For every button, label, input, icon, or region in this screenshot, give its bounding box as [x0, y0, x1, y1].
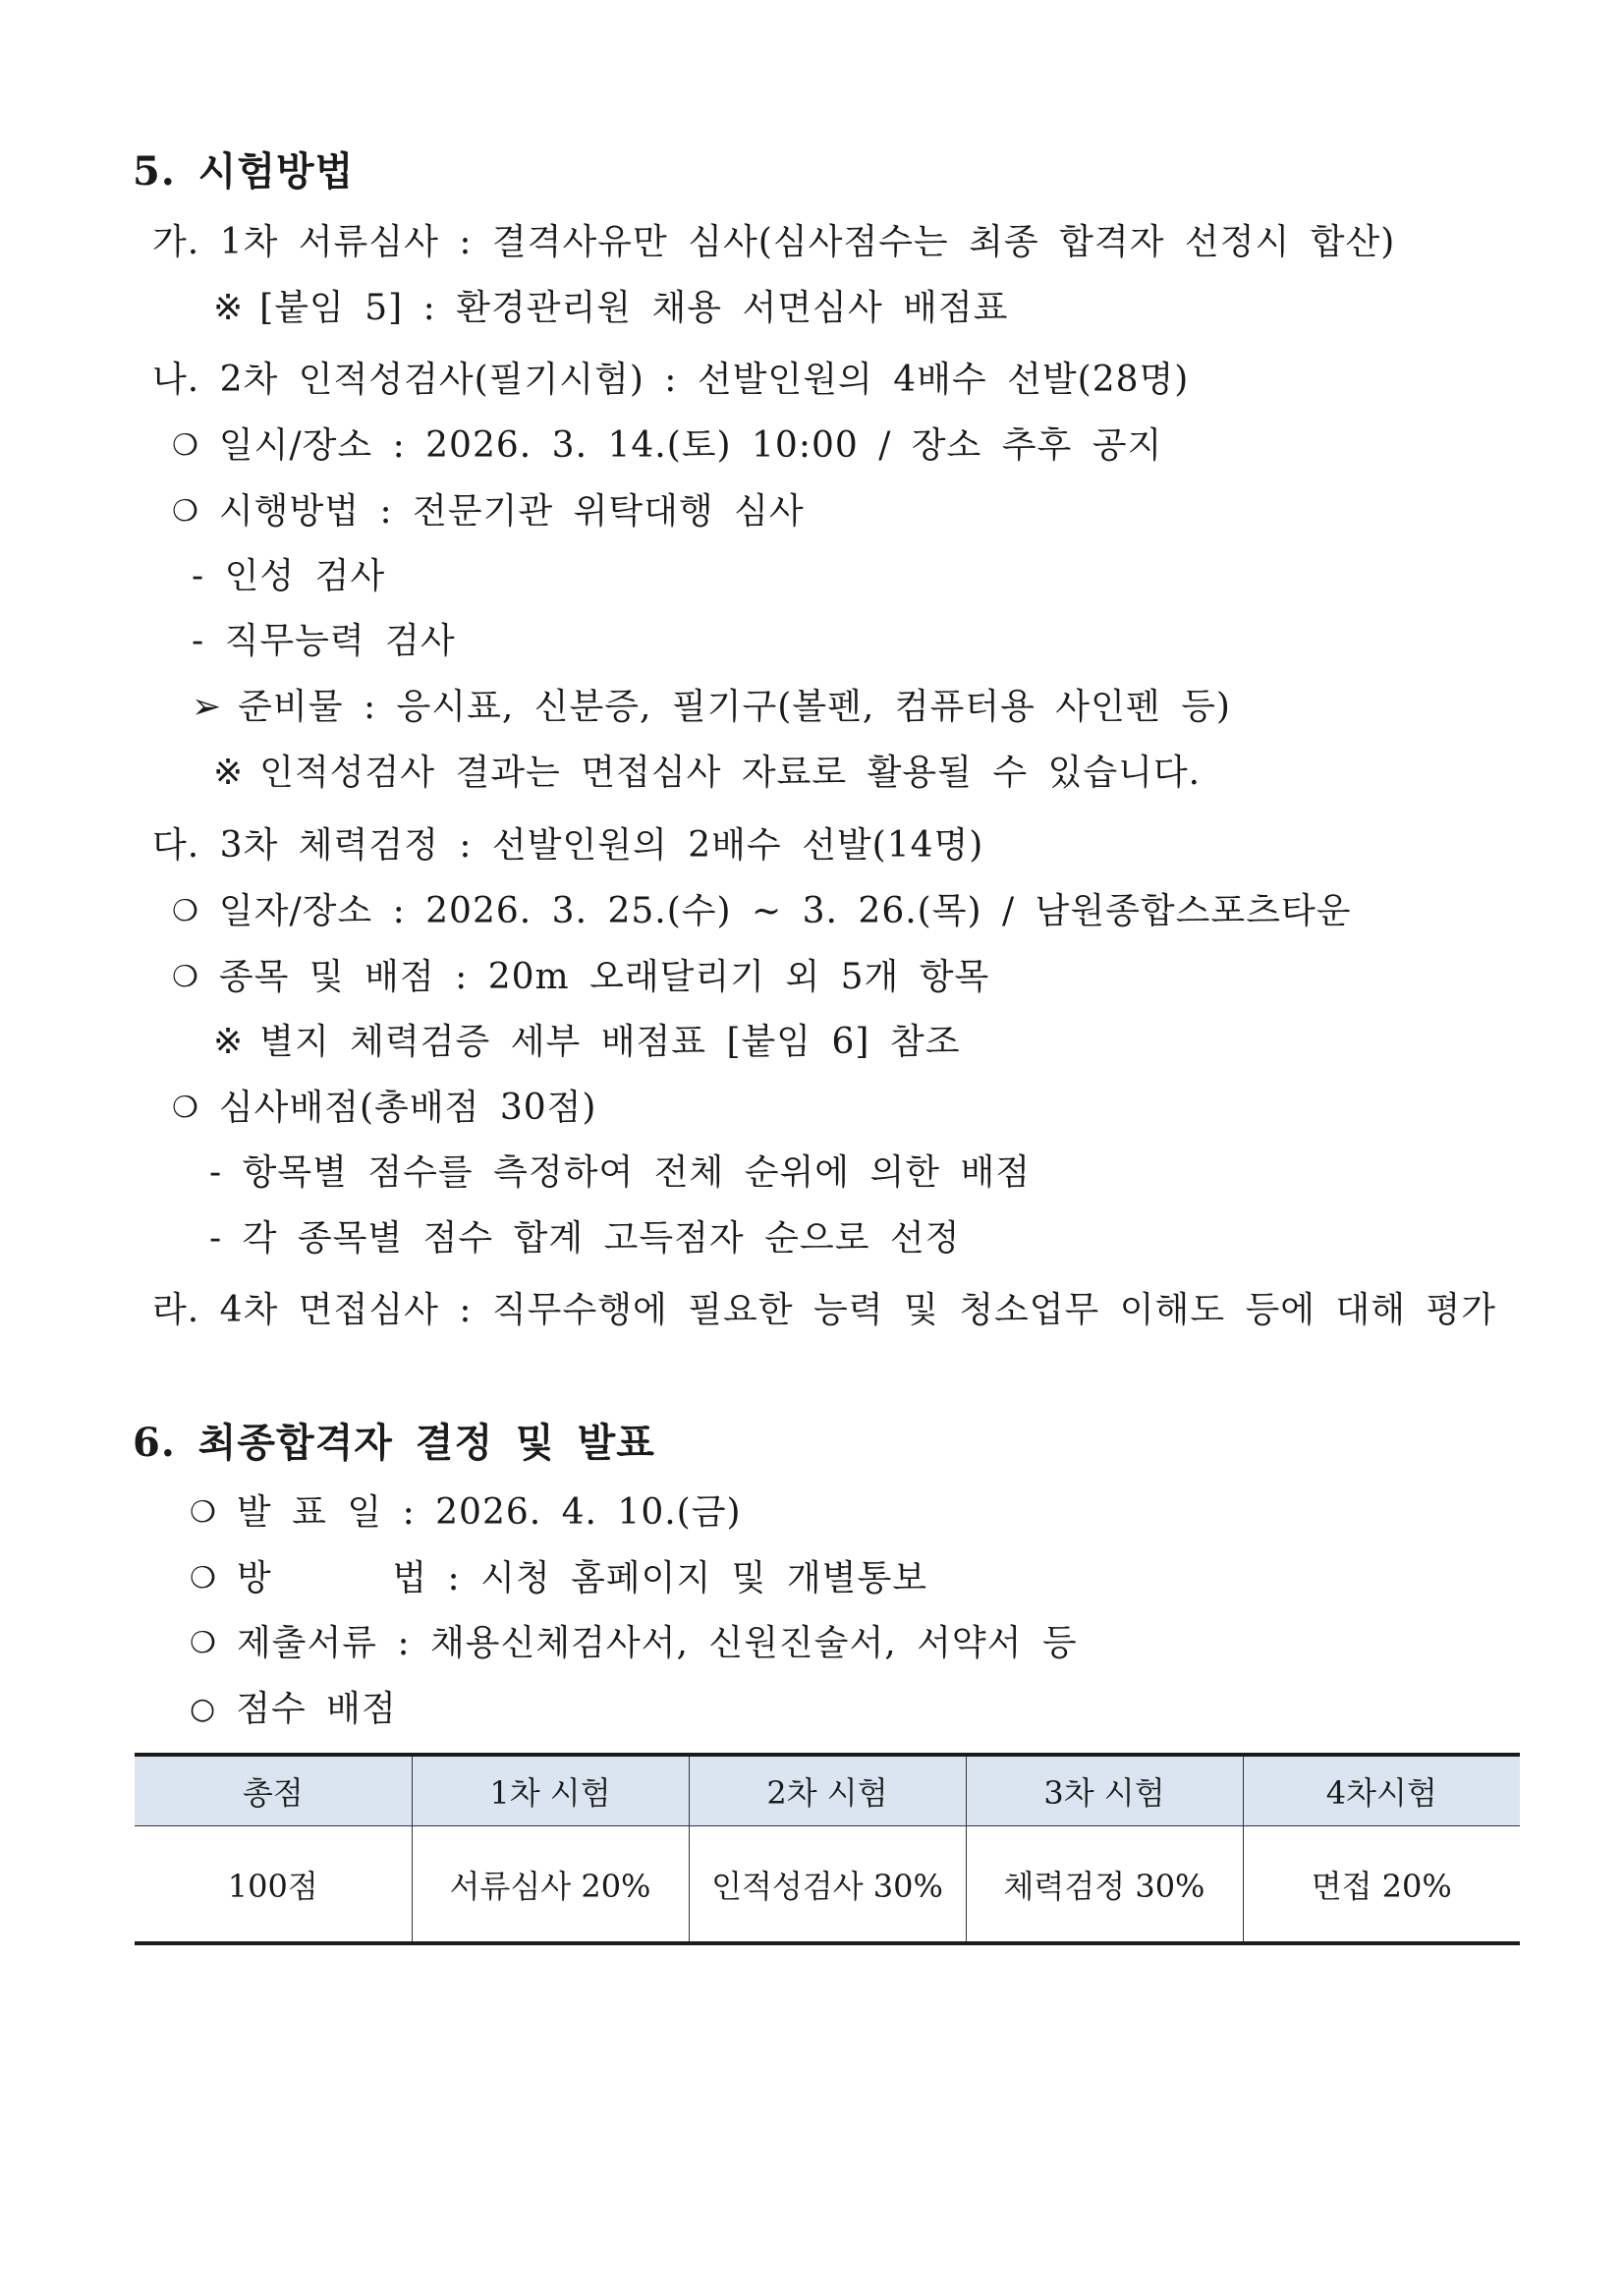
table-header-row — [135, 1755, 1520, 1826]
table-cell: 인적성검사 30% — [689, 1826, 966, 1944]
section-5-heading: 5. 시험방법 — [133, 148, 355, 195]
table-row — [135, 1826, 1520, 1944]
section-5-da-events-text: 종목 및 배점 : 20m 오래달리기 외 5개 항목 — [218, 957, 990, 997]
table-cell: 서류심사 20% — [412, 1826, 689, 1944]
section-5-na-dash-2: - 직무능력 검사 — [192, 621, 456, 661]
section-5-ga-text: 가. 1차 서류심사 : 결격사유만 심사(심사점수는 최종 합격자 선정시 합산) — [152, 222, 1396, 262]
section-5-na-text: 나. 2차 인적성검사(필기시험) : 선발인원의 4배수 선발(28명) — [152, 360, 1190, 400]
section-5-na-supplies-text: 준비물 : 응시표, 신분증, 필기구(볼펜, 컴퓨터용 사인펜 등) — [238, 687, 1231, 727]
section-5-da-dash-2: - 각 종목별 점수 합계 고득점자 순으로 선정 — [209, 1218, 961, 1259]
bullet-icon: ❍ — [190, 1495, 217, 1530]
section-5-na-supplies — [192, 685, 1231, 730]
table-header-cell: 3차 시험 — [966, 1755, 1243, 1826]
bullet-icon: ❍ — [172, 428, 199, 463]
section-6-announce-date-text: 발 표 일 : 2026. 4. 10.(금) — [236, 1492, 742, 1533]
section-5-da-scoring-text: 심사배점(총배점 30점) — [218, 1088, 597, 1128]
table-header-cell: 4차시험 — [1243, 1755, 1520, 1826]
score-table — [135, 1753, 1520, 1945]
section-5-na-dash-1: - 인성 검사 — [192, 556, 386, 596]
section-6-documents-text: 제출서류 : 채용신체검사서, 신원진술서, 서약서 등 — [236, 1623, 1078, 1663]
table-cell: 100점 — [135, 1826, 412, 1944]
section-5-ra-text: 라. 4차 면접심사 : 직무수행에 필요한 능력 및 청소업무 이해도 등에 대해 평가 — [152, 1290, 1497, 1330]
bullet-icon: ❍ — [190, 1626, 217, 1660]
section-6-heading: 6. 최종합격자 결정 및 발표 — [133, 1420, 655, 1466]
bullet-icon: ❍ — [172, 494, 199, 529]
note-mark-icon: ※ — [213, 753, 245, 793]
section-6-documents — [190, 1621, 1078, 1666]
section-5-na-schedule — [172, 423, 1162, 469]
section-6-method — [190, 1556, 927, 1601]
section-5-na-method — [172, 489, 805, 534]
section-6-score-label — [190, 1687, 397, 1732]
section-5-da-dash-1: - 항목별 점수를 측정하여 전체 순위에 의한 배점 — [209, 1152, 1032, 1193]
table-cell: 면접 20% — [1243, 1826, 1520, 1944]
section-6-score-label-text: 점수 배점 — [236, 1689, 397, 1729]
section-5-na-note — [213, 751, 1201, 796]
section-5-ga-note-text: [붙임 5] : 환경관리원 채용 서면심사 배점표 — [259, 288, 1009, 328]
note-mark-icon: ※ — [213, 1022, 245, 1062]
section-5-ga-note — [213, 286, 1008, 331]
section-5-da-note — [213, 1020, 960, 1065]
table-header-cell: 총점 — [135, 1755, 412, 1826]
bullet-icon: ❍ — [172, 1091, 199, 1125]
arrow-icon: ➢ — [192, 687, 223, 727]
section-5-na-schedule-text: 일시/장소 : 2026. 3. 14.(토) 10:00 / 장소 추후 공지 — [218, 425, 1163, 466]
bullet-icon: ❍ — [172, 894, 199, 928]
section-6-announce-date — [190, 1490, 742, 1536]
section-5-da-schedule — [172, 889, 1352, 934]
table-header-cell: 2차 시험 — [689, 1755, 966, 1826]
section-5-na-method-text: 시행방법 : 전문기관 위탁대행 심사 — [218, 491, 805, 532]
section-5-da-schedule-text: 일자/장소 : 2026. 3. 25.(수) ~ 3. 26.(목) / 남원종합스포츠타운 — [218, 891, 1352, 931]
section-5-da-text: 다. 3차 체력검정 : 선발인원의 2배수 선발(14명) — [152, 825, 984, 866]
section-5-da-note-text: 별지 체력검증 세부 배점표 [붙임 6] 참조 — [259, 1022, 961, 1062]
bullet-icon: ○ — [190, 1692, 217, 1726]
bullet-icon: ❍ — [172, 960, 199, 994]
section-5-na-note-text: 인적성검사 결과는 면접심사 자료로 활용될 수 있습니다. — [259, 753, 1202, 793]
section-5-da-events — [172, 955, 989, 1000]
note-mark-icon: ※ — [213, 288, 245, 328]
bullet-icon: ❍ — [190, 1561, 217, 1596]
table-cell: 체력검정 30% — [966, 1826, 1243, 1944]
table-header-cell: 1차 시험 — [412, 1755, 689, 1826]
section-6-method-text: 방 법 : 시청 홈페이지 및 개별통보 — [236, 1558, 928, 1598]
section-5-da-scoring — [172, 1086, 596, 1131]
